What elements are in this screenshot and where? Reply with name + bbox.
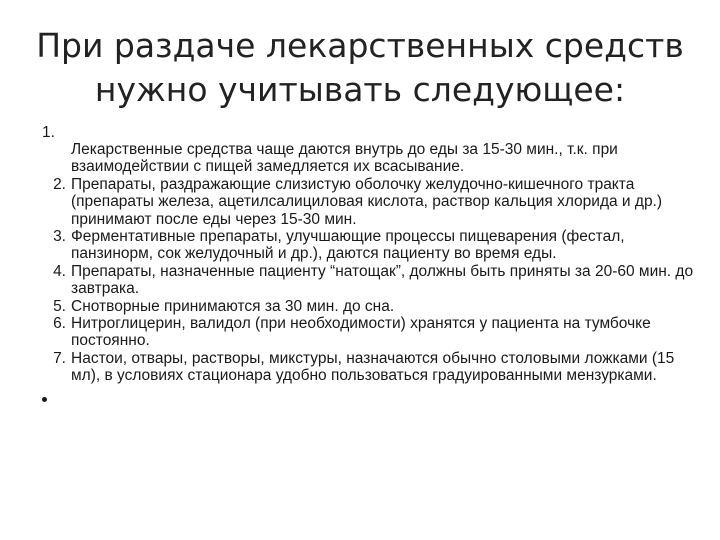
title-line-1: При раздаче лекарственных средств: [36, 26, 684, 65]
item-number: 3.: [53, 228, 66, 246]
item-text: Снотворные принимаются за 30 мин. до сна.: [71, 297, 395, 315]
list-item: [38, 315, 700, 350]
item-text: Препараты, раздражающие слизистую оболочку желудочно-кишечного тракта (препараты железа, ацетилсалициловая кислота, раствор кальция хлорида и др.) принимают после еды через 15-30 мин.: [71, 175, 663, 228]
item-text: Ферментативные препараты, улучшающие процессы пищеварения (фестал, панзинорм, сок желудочный и др.), даются пациенту во время еды.: [71, 228, 625, 263]
list-item: [38, 263, 700, 298]
item-number: 2.: [53, 175, 66, 193]
item-text: Настои, отвары, растворы, микстуры, назначаются обычно столовыми ложками (15 мл), в условиях стационара удобно пользоваться градуированными мензурками.: [71, 349, 675, 385]
list-item: [38, 176, 700, 228]
list-item: [38, 298, 700, 315]
item-number: 1.: [42, 124, 55, 141]
item-number: 7.: [53, 349, 66, 367]
item-text: Лекарственные средства чаще даются внутрь до еды за 15-30 мин., т.к. при взаимодействии с пищей замедляется их всасывание.: [71, 141, 618, 176]
title-line-2: нужно учитывать следующее:: [94, 70, 626, 109]
list-item: [38, 228, 700, 263]
item-text: Препараты, назначенные пациенту “натощак”, должны быть приняты за 20-60 мин. до завтрака.: [71, 262, 694, 298]
bullet-dot-icon: [42, 397, 47, 402]
empty-bullet-item: [38, 391, 700, 409]
slide-title: [30, 24, 690, 112]
item-number: 5.: [53, 297, 66, 315]
item-number: 4.: [53, 262, 66, 280]
list-item: [38, 350, 700, 385]
list-item: [38, 124, 700, 176]
item-text: Нитроглицерин, валидол (при необходимости) хранятся у пациента на тумбочке постоянно.: [71, 315, 651, 350]
instruction-list: [38, 124, 700, 409]
item-number: 6.: [53, 315, 66, 333]
